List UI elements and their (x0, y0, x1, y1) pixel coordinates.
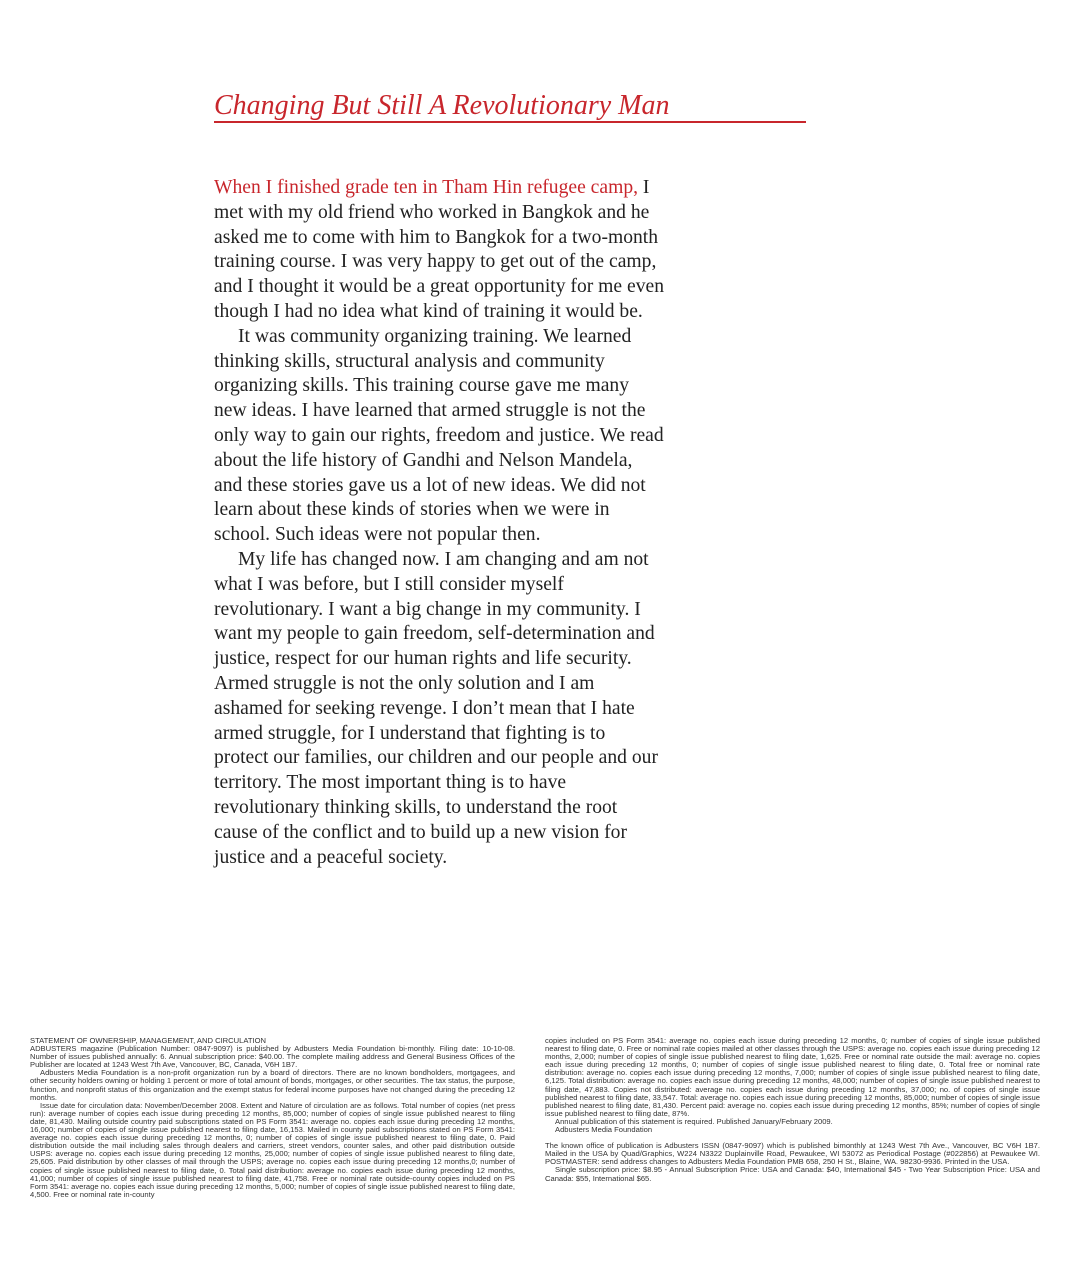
statement-signature: Adbusters Media Foundation (555, 1125, 653, 1135)
statement-right-column (545, 1037, 1040, 1183)
paragraph-1 (214, 176, 664, 325)
article-body (214, 176, 664, 870)
statement-paragraph: ADBUSTERS magazine (Publication Number: 0847-9097) is published by Adbusters Media Foundation bi-monthly. Filing date: 10-10-08. Number of issues published annually: 6. Annual subscription price: $40.00. The complete mailing address and General Business Offices of the Publisher are located at 1243 West 7th Ave, Vancouver, BC, Canada, V6H 1B7. (30, 1044, 515, 1070)
statement-paragraph: Adbusters Media Foundation is a non-profit organization run by a board of directors. There are no known bondholders, mortgagees, and other security holders owning or holding 1 percent or more of total amount of bonds, mortgages, or other securities. The tax status, the purpose, function, and nonprofit status of this organization and the exempt status for federal income purposes have not changed during the preceding 12 months. (30, 1068, 515, 1102)
statement-paragraph: copies included on PS Form 3541: average no. copies each issue during preceding 12 months, 0; number of copies of single issue published nearest to filing date, 0. Free or nominal rate copies mailed at other classes through the USPS: average no. copies each issue during preceding 12 months, 2,000; number of copies of single issue published nearest to filing date, 1,625. Free or nominal rate outside the mail: average no. copies each issue during preceding 12 months, 0; number of copies of single issue published nearest to filing date, 0. Total free or nominal rate distribution: average no. copies each issue during preceding 12 months, 7,000; number of copies of single issue published nearest to filing date, 6,125. Total distribution: average no. copies each issue during preceding 12 months, 48,000; number of copies of single issue published nearest to filing date, 47,883. Copies not distributed: average no. copies each issue during preceding 12 months, 37,000; no. of copies of single issue published nearest to filing date, 33,547. Total: average no. copies each issue during preceding 12 months, 85,000; number of copies of single issue published nearest to filing date, 81,430. Percent paid: average no. copies each issue during preceding 12 months, 85%; number of copies of single issue published nearest to filing date, 87%. (545, 1036, 1040, 1118)
statement-paragraph: Annual publication of this statement is required. Published January/February 2009. (555, 1116, 833, 1126)
paragraph-3: My life has changed now. I am changing and am not what I was before, but I still consider myself revolutionary. I want a big change in my community. I want my people to gain freedom, self-determination and justice, respect for our human rights and life security. Armed struggle is not the only solution and I am ashamed for seeking revenge. I don’t mean that I hate armed struggle, for I understand that fighting is to protect our families, our children and our people and our territory. The most important thing is to have revolutionary thinking skills, to understand the root cause of the conflict and to build up a new vision for justice and a peaceful society. (214, 548, 658, 868)
statement-heading: STATEMENT OF OWNERSHIP, MANAGEMENT, AND CIRCULATION (30, 1036, 266, 1045)
statement-left-column (30, 1037, 515, 1199)
paragraph-2: It was community organizing training. We learned thinking skills, structural analysis and community organizing skills. This training course gave me many new ideas. I have learned that armed struggle is not the only way to gain our rights, freedom and justice. We read about the life history of Gandhi and Nelson Mandela, and these stories gave us a lot of new ideas. We did not learn about these kinds of stories when we were in school. Such ideas were not popular then. (214, 325, 664, 546)
statement-paragraph: Single subscription price: $8.95 - Annual Subscription Price: USA and Canada: $40, International $45 - Two Year Subscription Price: USA and Canada: $55, International $65. (545, 1165, 1040, 1183)
statement-paragraph: Issue date for circulation data: November/December 2008. Extent and Nature of circulation are as follows. Total number of copies (net press run): average number of copies each issue during preceding 12 months, 85,000; number of copies of single issue published nearest to filing date, 81,430. Mailing outside country paid subscriptions stated on PS Form 3541: average no. copies each issue during preceding 12 months, 16,000; number of copies of single issue published nearest to filing date, 16,153. Mailed in county paid subscriptions stated on PS Form 3541: average no. copies each issue during preceding 12 months, 0; number of copies of single issue published nearest to filing date, 0. Paid distribution outside the mail including sales through dealers and carriers, street vendors, counter sales, and other paid distribution outside USPS: average no. copies each issue during preceding 12 months, 25,000; number of copies of single issue published nearest to filing date, 25,605. Paid distribution by other classes of mail through the USPS; average no. copies each issue during preceding 12 months,0; number of copies of single issue published nearest to filing date, 0. Total paid distribution: average no. copies each issue during preceding 12 months, 41,000; number of copies of single issue published nearest to filing date, 41,758. Free or nominal rate outside-county copies included on PS Form 3541: average no. copies each issue during preceding 12 months, 5,000; number of copies of single issue published nearest to filing date, 4,500. Free or nominal rate in-county (30, 1100, 515, 1199)
article-title: Changing But Still A Revolutionary Man (214, 90, 670, 121)
paragraph-1-text: I met with my old friend who worked in Bangkok and he asked me to come with him to Bangkok for a two-month training course. I was very happy to get out of the camp, and I thought it would be a great opportunity for me even though I had no idea what kind of training it would be. (214, 177, 664, 322)
statement-paragraph: The known office of publication is Adbusters ISSN (0847-9097) which is published bimonthly at 1243 West 7th Ave., Vancouver, BC V6H 1B7. Mailed in the USA by Quad/Graphics, W224 N3322 Duplainville Road, Pewaukee, WI 53072 as Periodical Postage (#022856) at Pewaukee WI. POSTMASTER: send address changes to Adbusters Media Foundation PMB 658, 250 H St., Blaine, WA. 98230-9936. Printed in the USA. (545, 1141, 1040, 1167)
lead-in: When I finished grade ten in Tham Hin refugee camp, (214, 177, 639, 198)
title-underline (214, 121, 806, 123)
